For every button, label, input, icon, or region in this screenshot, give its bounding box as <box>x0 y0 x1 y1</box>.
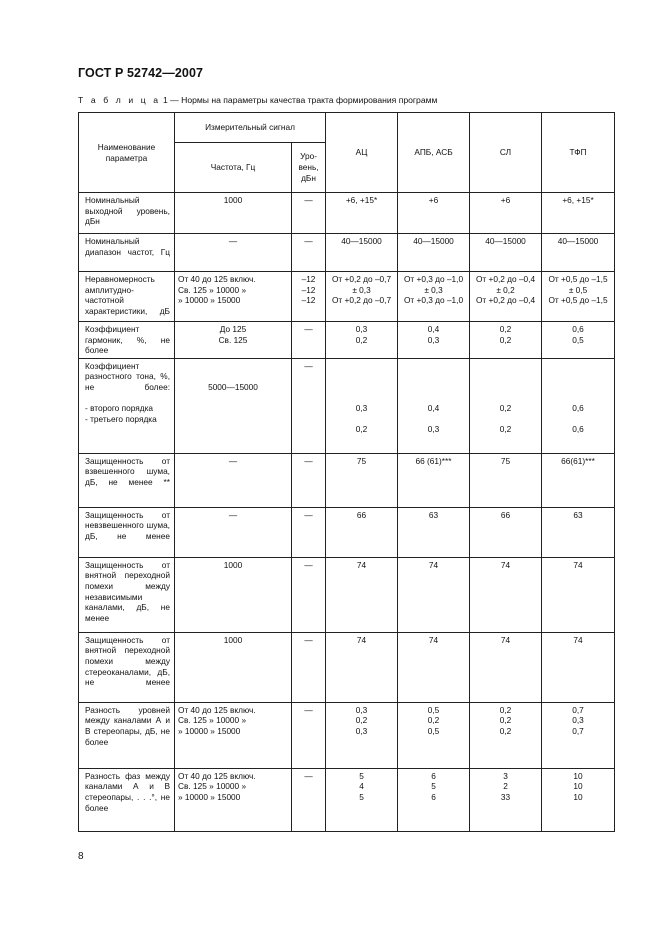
cell-value: 0,3 <box>355 403 368 414</box>
table-row <box>79 632 615 702</box>
cell-tfp <box>542 453 615 507</box>
cell-tfp <box>542 272 615 322</box>
cell-sl <box>470 632 542 702</box>
cell-value <box>329 382 394 393</box>
cell-value: 0,2 <box>499 715 512 726</box>
cell-value: 66 <box>356 509 367 520</box>
cell-freq <box>175 358 292 453</box>
cell-value: 40—15000 <box>341 236 382 246</box>
cell-value: +6, +15* <box>345 195 378 205</box>
cell-value: 0,3 <box>355 704 368 715</box>
cell-value: До 125 <box>219 324 247 334</box>
cell-tfp <box>542 768 615 831</box>
cell-tfp <box>542 322 615 359</box>
cell-apb <box>398 234 470 272</box>
cell-value: » 10000 » 15000 <box>178 725 241 736</box>
cell-value: 0,4 <box>427 324 440 334</box>
cell-value <box>401 382 466 393</box>
row-param <box>79 557 175 632</box>
cell-value <box>329 414 394 425</box>
cell-value: — <box>304 324 313 334</box>
row-param <box>79 453 175 507</box>
cell-value: 2 <box>503 781 508 792</box>
cell-apb <box>398 322 470 359</box>
table-body <box>79 193 615 832</box>
cell-sl <box>470 272 542 322</box>
cell-sl <box>470 507 542 557</box>
row-param-sub: - третьего порядка <box>85 413 157 424</box>
cell-value: ± 0,3 <box>352 284 371 295</box>
row-param-label: Защищенность от внятной переходной помехи между стереоканалами, дБ, не менее <box>85 634 170 688</box>
cell-level <box>292 322 326 359</box>
table-row <box>79 453 615 507</box>
cell-ac <box>326 193 398 234</box>
cell-level <box>292 272 326 322</box>
cell-apb <box>398 632 470 702</box>
cell-value <box>178 371 288 382</box>
cell-freq <box>175 453 292 507</box>
cell-value: 0,2 <box>499 704 512 715</box>
cell-sl <box>470 193 542 234</box>
cell-value: 0,2 <box>499 324 512 334</box>
cell-tfp <box>542 358 615 453</box>
cell-value: — <box>228 236 238 246</box>
row-param-label: Коэффициент разностного тона, %, не более: <box>85 360 170 392</box>
cell-value: 66 <box>500 509 511 520</box>
cell-value <box>178 361 288 372</box>
cell-value: 0,3 <box>427 424 440 435</box>
cell-value: 10 <box>573 770 583 781</box>
cell-value <box>545 371 611 382</box>
cell-level <box>292 358 326 453</box>
cell-value: 66(61)*** <box>561 455 595 466</box>
cell-level <box>292 702 326 768</box>
cell-value: 63 <box>428 509 439 520</box>
cell-value: От 40 до 125 включ. <box>178 770 256 781</box>
cell-value: 0,5 <box>427 725 440 736</box>
cell-value: 6 <box>431 791 436 802</box>
cell-value: –12 <box>301 295 316 306</box>
cell-value <box>329 361 394 372</box>
cell-value: 6 <box>431 770 436 781</box>
cell-value: 0,7 <box>572 704 584 715</box>
table-row <box>79 272 615 322</box>
cell-value <box>473 361 538 372</box>
cell-freq <box>175 632 292 702</box>
cell-value: 1000 <box>223 195 243 205</box>
table-row <box>79 322 615 359</box>
col-freq-header: Частота, Гц <box>175 143 292 193</box>
cell-value: 1000 <box>223 634 243 645</box>
row-param <box>79 322 175 359</box>
cell-value: 74 <box>356 634 367 645</box>
cell-freq <box>175 234 292 272</box>
cell-ac <box>326 234 398 272</box>
cell-value: 33 <box>500 791 511 802</box>
cell-value <box>473 393 538 404</box>
norms-table <box>78 112 615 832</box>
cell-apb <box>398 453 470 507</box>
cell-value: 0,4 <box>427 403 440 414</box>
row-param <box>79 632 175 702</box>
cell-value: 74 <box>573 559 583 570</box>
cell-freq <box>175 702 292 768</box>
cell-level <box>292 557 326 632</box>
cell-value <box>545 414 611 425</box>
cell-value <box>401 361 466 372</box>
cell-value: 0,2 <box>427 715 440 726</box>
cell-value: 74 <box>573 634 583 645</box>
cell-value: +6 <box>500 195 511 205</box>
cell-value: От 40 до 125 включ. <box>178 274 256 284</box>
cell-value: От +0,5 до –1,5 <box>548 274 608 284</box>
cell-freq <box>175 272 292 322</box>
cell-level <box>292 632 326 702</box>
cell-tfp <box>542 557 615 632</box>
cell-ac <box>326 507 398 557</box>
cell-freq <box>175 193 292 234</box>
cell-value: 1000 <box>223 559 243 570</box>
cell-value: 0,6 <box>572 424 584 435</box>
cell-value: 5000—15000 <box>208 381 258 392</box>
page-number: 8 <box>78 851 84 862</box>
cell-value <box>401 371 466 382</box>
row-param-label: Номинальный выходной уровень, дБн <box>85 195 170 227</box>
cell-tfp <box>542 507 615 557</box>
cell-apb <box>398 768 470 831</box>
cell-value: 0,2 <box>499 725 512 736</box>
row-param-label: Номинальный диапазон частот, Гц <box>85 236 170 257</box>
cell-value: 0,2 <box>355 334 368 345</box>
row-param-label: Разность фаз между каналами А и В стереопары, . . .°, не более <box>85 770 170 813</box>
cell-sl <box>470 453 542 507</box>
cell-value <box>329 393 394 404</box>
cell-level <box>292 768 326 831</box>
cell-value: — <box>304 236 313 246</box>
cell-freq <box>175 507 292 557</box>
cell-value: 0,2 <box>355 715 368 726</box>
cell-value: » 10000 » 15000 <box>178 791 241 802</box>
cell-value: 63 <box>573 509 583 520</box>
cell-value: 0,2 <box>499 334 512 345</box>
caption-text: 1 — Нормы на параметры качества тракта формирования программ <box>162 95 438 105</box>
cell-value: От +0,2 до –0,7 <box>331 295 392 306</box>
col-tfp-header: ТФП <box>542 113 615 193</box>
cell-value <box>545 393 611 404</box>
col-level-header: Уро-вень, дБн <box>292 143 326 193</box>
cell-value <box>329 371 394 382</box>
cell-value <box>401 393 466 404</box>
row-param-label: Неравномерность амплитудно-частотной характеристики, дБ <box>85 274 170 316</box>
cell-value <box>473 382 538 393</box>
cell-value: — <box>304 195 313 205</box>
cell-value: 0,7 <box>572 725 584 736</box>
cell-ac <box>326 557 398 632</box>
table-row <box>79 234 615 272</box>
cell-value: » 10000 » 15000 <box>178 295 241 306</box>
cell-value: От +0,2 до –0,4 <box>475 295 536 306</box>
cell-value: 75 <box>500 455 511 466</box>
cell-tfp <box>542 702 615 768</box>
cell-sl <box>470 358 542 453</box>
cell-value: От 40 до 125 включ. <box>178 704 256 715</box>
row-param-sub: - второго порядка <box>85 403 153 414</box>
row-param <box>79 234 175 272</box>
cell-sl <box>470 702 542 768</box>
cell-level <box>292 193 326 234</box>
cell-value: 4 <box>359 781 364 792</box>
cell-value: Св. 125 » 10000 » <box>178 715 247 726</box>
cell-value: 10 <box>573 791 583 802</box>
cell-value: 74 <box>428 634 439 645</box>
cell-value: — <box>228 509 238 520</box>
cell-level <box>292 234 326 272</box>
col-apb-header: АПБ, АСБ <box>398 113 470 193</box>
cell-value: 75 <box>356 455 367 466</box>
cell-value: Св. 125 » 10000 » <box>178 781 247 792</box>
cell-value: 5 <box>359 791 364 802</box>
cell-value: 5 <box>359 770 364 781</box>
cell-ac <box>326 453 398 507</box>
cell-level <box>292 507 326 557</box>
table-row <box>79 507 615 557</box>
row-param <box>79 193 175 234</box>
cell-apb <box>398 272 470 322</box>
cell-apb <box>398 358 470 453</box>
cell-value: От +0,2 до –0,4 <box>475 274 536 284</box>
row-param <box>79 272 175 322</box>
cell-value: 40—15000 <box>413 236 454 246</box>
cell-ac <box>326 358 398 453</box>
cell-value: ± 0,2 <box>496 284 515 295</box>
row-param <box>79 702 175 768</box>
cell-value: 3 <box>503 770 508 781</box>
row-param <box>79 768 175 831</box>
cell-value: Св. 125 » 10000 » <box>178 284 247 295</box>
cell-ac <box>326 272 398 322</box>
cell-value: 0,2 <box>355 424 368 435</box>
row-param-label: Защищенность от внятной переходной помехи между независимыми каналами, дБ, не менее <box>85 559 170 623</box>
cell-value: 0,3 <box>572 715 584 726</box>
row-param-label: Разность уровней между каналами А и В стереопары, дБ, не более <box>85 704 170 747</box>
row-param-label: Коэффициент гармоник, %, не более <box>85 324 170 356</box>
cell-value <box>545 361 611 372</box>
cell-tfp <box>542 193 615 234</box>
table-row <box>79 557 615 632</box>
cell-value: +6, +15* <box>562 195 594 205</box>
cell-ac <box>326 322 398 359</box>
cell-sl <box>470 557 542 632</box>
cell-value: 40—15000 <box>485 236 526 246</box>
cell-apb <box>398 702 470 768</box>
cell-value <box>473 371 538 382</box>
col-param-header: Наименование параметра <box>79 113 175 193</box>
table-row <box>79 702 615 768</box>
cell-value: — <box>304 770 313 781</box>
cell-value: — <box>304 559 313 570</box>
col-signal-header: Измерительный сигнал <box>175 113 326 143</box>
cell-value <box>401 414 466 425</box>
row-param-label: Защищенность от невзвешенного шума, дБ, не менее <box>85 509 170 541</box>
cell-value: — <box>304 704 313 715</box>
cell-value: 74 <box>356 559 367 570</box>
cell-value: 0,3 <box>427 334 440 345</box>
cell-value: 0,3 <box>355 324 368 334</box>
cell-value: 5 <box>431 781 436 792</box>
cell-value: 10 <box>573 781 583 792</box>
cell-value: От +0,5 до –1,5 <box>548 295 608 306</box>
cell-value: От +0,2 до –0,7 <box>331 274 392 284</box>
cell-value: 74 <box>428 559 439 570</box>
cell-sl <box>470 768 542 831</box>
cell-tfp <box>542 632 615 702</box>
cell-ac <box>326 702 398 768</box>
cell-value: 66 (61)*** <box>415 455 452 466</box>
caption-prefix: Т а б л и ц а <box>78 95 161 105</box>
table-row <box>79 768 615 831</box>
cell-value: — <box>304 455 313 466</box>
cell-value: –12 <box>301 284 316 295</box>
cell-value: 0,5 <box>572 334 584 345</box>
col-ac-header: АЦ <box>326 113 398 193</box>
cell-value: 74 <box>500 559 511 570</box>
cell-value: От +0,3 до –1,0 <box>403 295 464 306</box>
table-row <box>79 193 615 234</box>
row-param <box>79 507 175 557</box>
cell-value: — <box>304 634 313 645</box>
cell-value: 74 <box>500 634 511 645</box>
cell-value <box>545 382 611 393</box>
cell-tfp <box>542 234 615 272</box>
col-sl-header: СЛ <box>470 113 542 193</box>
cell-sl <box>470 234 542 272</box>
table-caption <box>78 95 437 105</box>
document-header: ГОСТ Р 52742—2007 <box>78 66 204 80</box>
cell-value: 0,5 <box>427 704 440 715</box>
table-row <box>79 358 615 453</box>
cell-apb <box>398 557 470 632</box>
cell-value: — <box>228 455 238 466</box>
cell-freq <box>175 322 292 359</box>
cell-value: ± 0,3 <box>424 284 443 295</box>
cell-value: 0,2 <box>499 424 512 435</box>
cell-value: 0,6 <box>572 324 584 334</box>
cell-value: От +0,3 до –1,0 <box>403 274 464 284</box>
cell-freq <box>175 768 292 831</box>
cell-ac <box>326 768 398 831</box>
cell-value: ± 0,5 <box>568 284 588 295</box>
cell-value: –12 <box>301 274 316 284</box>
cell-value: 0,6 <box>572 403 584 414</box>
cell-freq <box>175 557 292 632</box>
cell-value: 0,3 <box>355 725 368 736</box>
cell-sl <box>470 322 542 359</box>
cell-value: — <box>304 509 313 520</box>
cell-value: Св. 125 <box>218 334 248 345</box>
spacer <box>85 393 170 404</box>
cell-value: 40—15000 <box>557 236 599 246</box>
cell-apb <box>398 193 470 234</box>
cell-value <box>473 414 538 425</box>
cell-value: 0,2 <box>499 403 512 414</box>
row-param-label: Защищенность от взвешенного шума, дБ, не менее ** <box>85 455 170 487</box>
cell-value: — <box>304 360 313 371</box>
cell-value: +6 <box>428 195 439 205</box>
row-param <box>79 358 175 453</box>
cell-apb <box>398 507 470 557</box>
cell-ac <box>326 632 398 702</box>
cell-level <box>292 453 326 507</box>
